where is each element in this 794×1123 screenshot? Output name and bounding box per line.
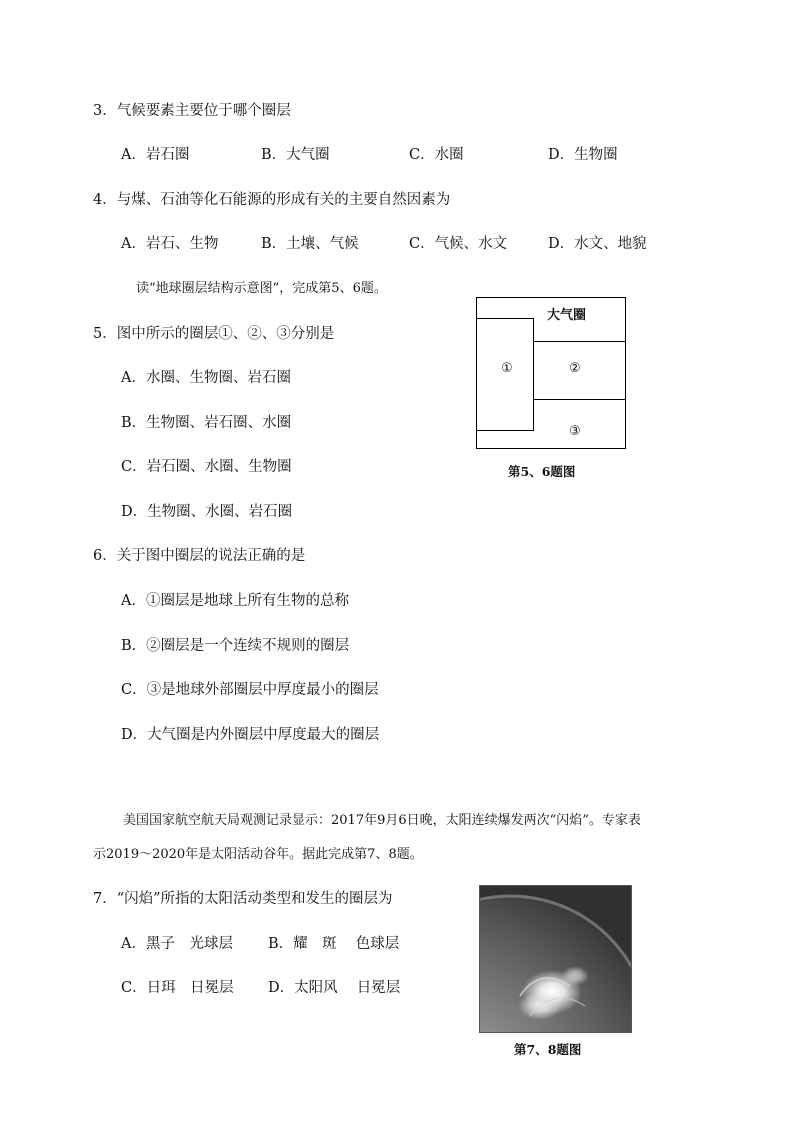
sphere-1-label: ①: [501, 361, 513, 376]
question-3-stem: 3．气候要素主要位于哪个圈层: [93, 103, 291, 119]
q5-option-c: C．岩石圈、水圈、生物圈: [121, 459, 292, 475]
intro-q7-8: [93, 804, 713, 872]
atmosphere-label: 大气圈: [547, 308, 587, 323]
q7-option-b: B．耀 斑 色球层: [268, 936, 400, 952]
sun-flare-photo: [479, 885, 632, 1033]
q4-option-d: D．水文、地貌: [548, 236, 647, 252]
q6-option-c: C．③是地球外部圈层中厚度最小的圈层: [121, 682, 379, 698]
q5-option-b: B．生物圈、岩石圈、水圈: [121, 415, 292, 431]
question-4-stem: 4．与煤、石油等化石能源的形成有关的主要自然因素为: [93, 192, 451, 208]
q5-option-d: D．生物圈、水圈、岩石圈: [121, 504, 293, 520]
q3-option-c: C．水圈: [409, 147, 464, 163]
question-6-stem: 6．关于图中圈层的说法正确的是: [93, 548, 306, 564]
q3-option-d: D．生物圈: [548, 147, 618, 163]
q6-option-b: B．②圈层是一个连续不规则的圈层: [121, 638, 350, 654]
q4-option-a: A．岩石、生物: [121, 236, 219, 252]
q6-option-d: D．大气圈是内外圈层中厚度最大的圈层: [121, 727, 380, 743]
q3-option-b: B．大气圈: [261, 147, 330, 163]
intro-q7-8-line-2: 示2019～2020年是太阳活动谷年。据此完成第7、8题。: [93, 847, 423, 862]
divider-line: [533, 341, 534, 431]
q4-option-b: B．土壤、气候: [261, 236, 359, 252]
divider-line: [533, 399, 625, 400]
q5-option-a: A．水圈、生物圈、岩石圈: [121, 370, 291, 386]
q7-option-c: C．日珥 日冕层: [121, 980, 234, 996]
sun-photo-caption: 第7、8题图: [514, 1042, 582, 1057]
q7-option-a: A．黑子 光球层: [121, 936, 233, 952]
q7-option-d: D．太阳风 日冕层: [268, 980, 401, 996]
sphere-3-label: ③: [569, 424, 581, 439]
question-5-stem: 5．图中所示的圈层①、②、③分别是: [93, 326, 335, 342]
sphere-2-label: ②: [569, 361, 581, 376]
diagram-caption: 第5、6题图: [508, 464, 576, 479]
divider-line: [533, 341, 625, 342]
earth-sphere-diagram: [476, 297, 626, 449]
q6-option-a: A．①圈层是地球上所有生物的总称: [121, 593, 349, 609]
q3-option-a: A．岩石圈: [121, 147, 190, 163]
question-7-stem: 7．“闪焰”所指的太阳活动类型和发生的圈层为: [93, 891, 393, 907]
sun-image-graphic: [480, 886, 632, 1033]
intro-q7-8-line-1: 美国国家航空航天局观测记录显示：2017年9月6日晚，太阳连续爆发两次“闪焰”。专家表: [123, 813, 641, 828]
q4-option-c: C．气候、水文: [409, 236, 508, 252]
intro-q5-6: 读“地球圈层结构示意图”，完成第5、6题。: [136, 281, 387, 296]
